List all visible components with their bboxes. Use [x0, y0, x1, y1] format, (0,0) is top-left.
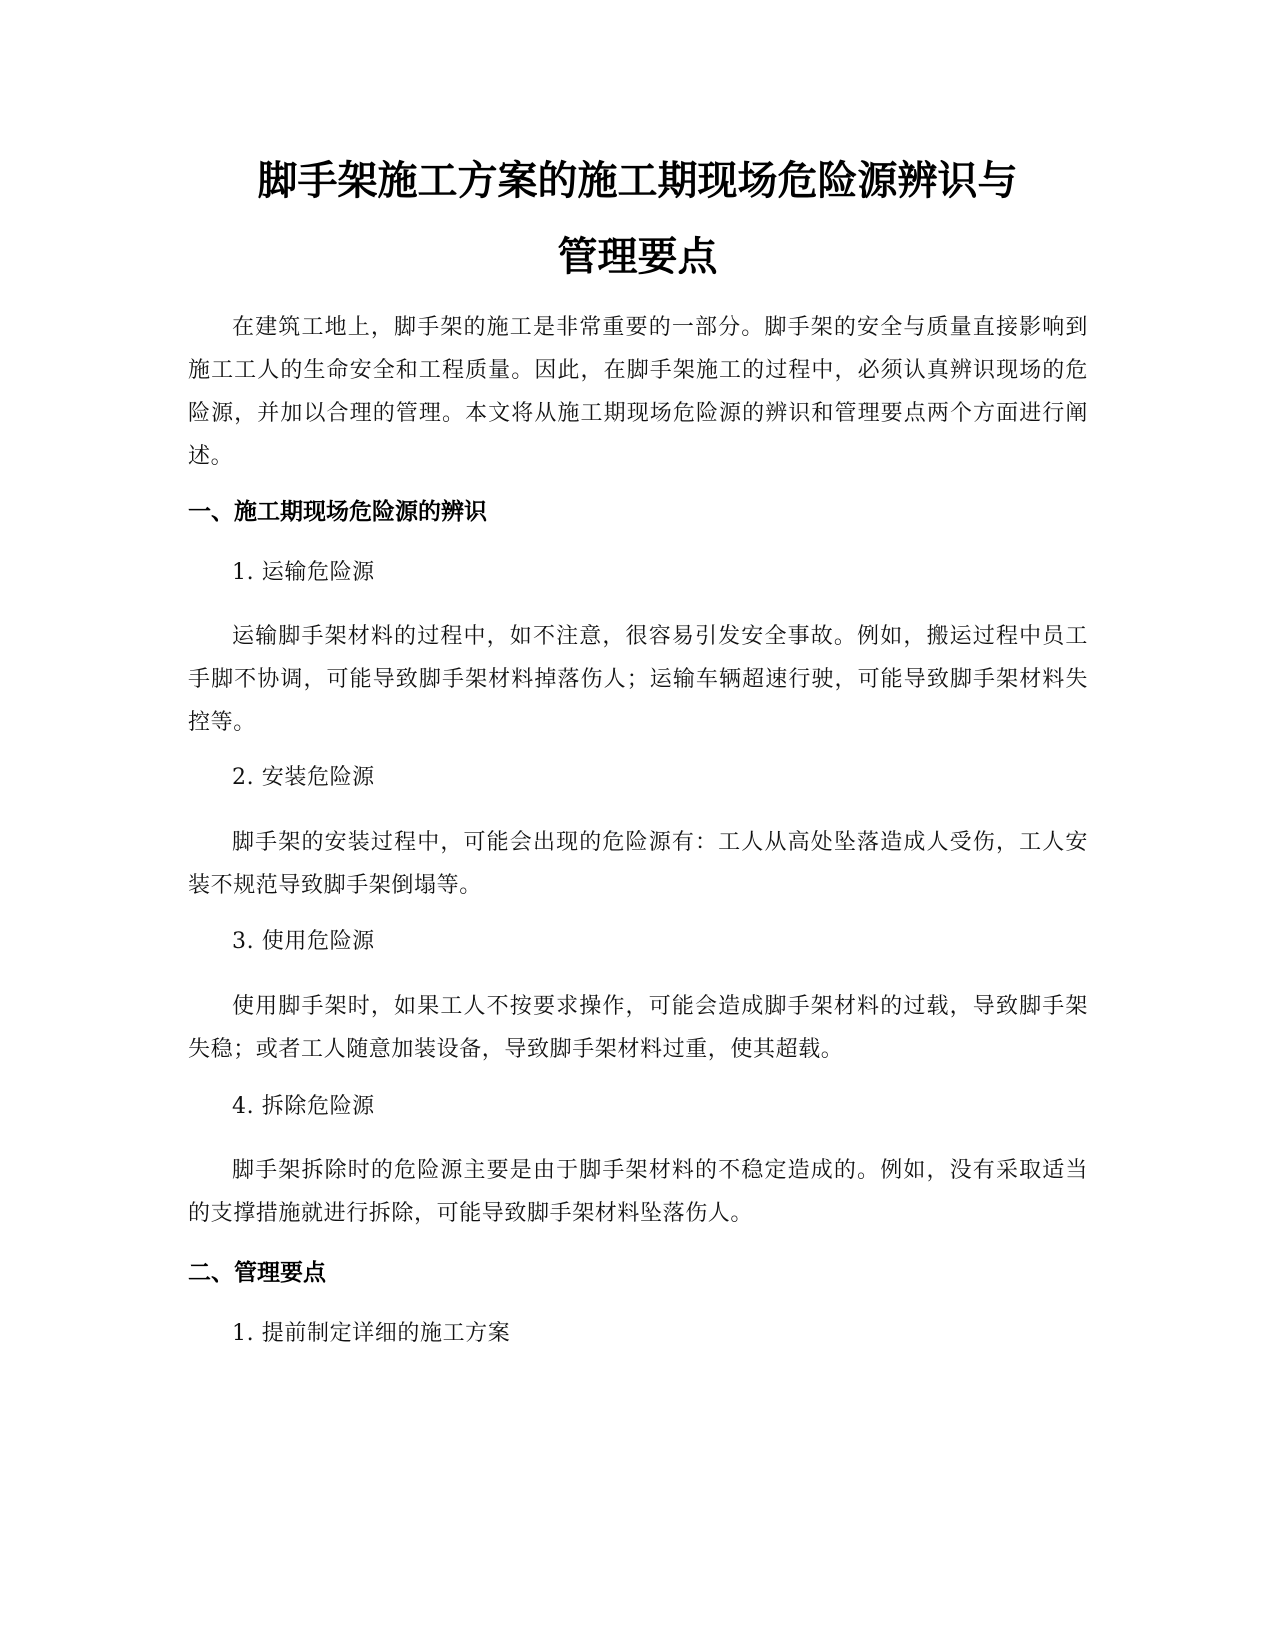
section-1-item-4-text: 脚手架拆除时的危险源主要是由于脚手架材料的不稳定造成的。例如，没有采取适当的支撑措施就进行拆除，可能导致脚手架材料坠落伤人。: [188, 1158, 1088, 1226]
section-1-item-4-title: 4. 拆除危险源: [232, 1094, 375, 1119]
section-1-item-2-text: 脚手架的安装过程中，可能会出现的危险源有：工人从高处坠落造成人受伤，工人安装不规范导致脚手架倒塌等。: [188, 830, 1088, 898]
section-1-heading: 一、施工期现场危险源的辨识: [188, 499, 487, 525]
intro-paragraph: 在建筑工地上，脚手架的施工是非常重要的一部分。脚手架的安全与质量直接影响到施工工人的生命安全和工程质量。因此，在脚手架施工的过程中，必须认真辨识现场的危险源，并加以合理的管理。本文将从施工期现场危险源的辨识和管理要点两个方面进行阐述。: [188, 315, 1088, 469]
document-title-line-2: 管理要点: [557, 234, 718, 280]
section-1-item-2-title: 2. 安装危险源: [232, 765, 375, 790]
section-1-item-1-title: 1. 运输危险源: [232, 560, 375, 585]
section-1-item-3-text: 使用脚手架时，如果工人不按要求操作，可能会造成脚手架材料的过载，导致脚手架失稳；或者工人随意加装设备，导致脚手架材料过重，使其超载。: [188, 994, 1088, 1062]
section-2-item-1-title: 1. 提前制定详细的施工方案: [232, 1321, 511, 1346]
section-2-heading: 二、管理要点: [188, 1260, 326, 1286]
section-1-item-3-title: 3. 使用危险源: [232, 929, 375, 954]
section-1-item-1-text: 运输脚手架材料的过程中，如不注意，很容易引发安全事故。例如，搬运过程中员工手脚不协调，可能导致脚手架材料掉落伤人；运输车辆超速行驶，可能导致脚手架材料失控等。: [188, 624, 1088, 735]
document-title-line-1: 脚手架施工方案的施工期现场危险源辨识与: [257, 158, 1018, 204]
